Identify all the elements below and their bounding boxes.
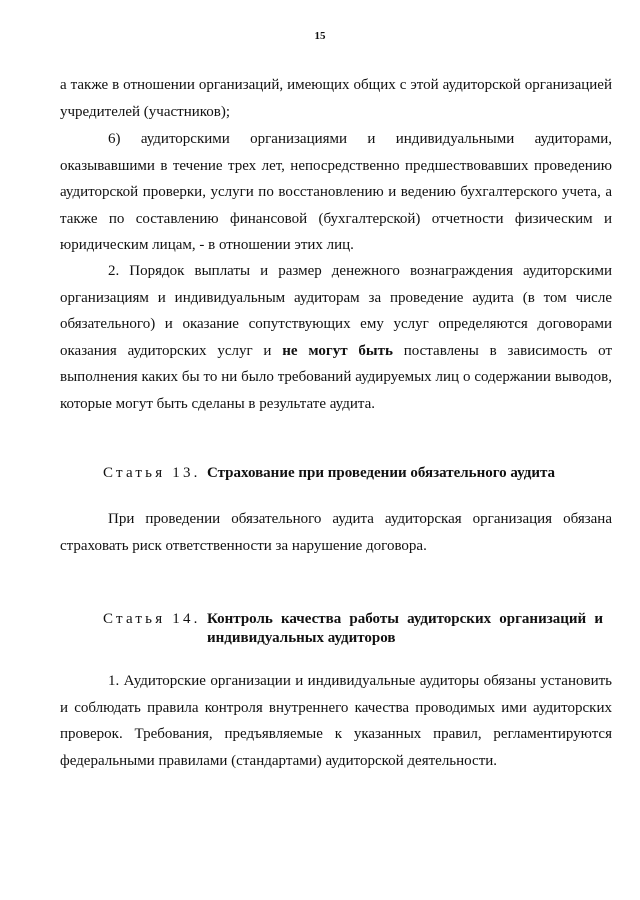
article-14-text — [60, 668, 612, 774]
article-number: Статья 14. — [103, 611, 201, 627]
paragraph-text: При проведении обязательного аудита аудиторская организация обязана страховать риск ответственности за нарушение договора. — [60, 511, 612, 554]
paragraph-continuation — [60, 72, 612, 125]
paragraph-text — [60, 258, 612, 417]
paragraph-text: 6) аудиторскими организациями и индивидуальными аудиторами, оказывавшими в течение трех лет, непосредственно предшествовавших проведению аудиторской проверки, услуги по восстановлению и ведению бухгалтерского учета, а также по составлению финансовой (бухгалтерской) отчетности физическим и юридическим лицам, - в отношении этих лиц. — [60, 131, 612, 253]
article-title: Страхование при проведении обязательного аудита — [207, 465, 556, 481]
emphasis-text: не могут быть — [282, 342, 393, 359]
paragraph-item-2 — [60, 258, 612, 417]
article-title: Контроль качества работы аудиторских организаций и индивидуальных аудиторов — [207, 611, 603, 646]
page-number: 15 — [314, 30, 326, 42]
article-13-text — [60, 506, 612, 559]
paragraph-item-6 — [60, 126, 612, 259]
article-14-heading — [103, 610, 603, 648]
paragraph-text: 1. Аудиторские организации и индивидуальные аудиторы обязаны установить и соблюдать правила контроля внутреннего качества проводимых ими аудиторских проверок. Требования, предъявляемые к указанных правил, регламентируются федеральными правилами (стандартами) аудиторской деятельности. — [60, 673, 612, 769]
paragraph-text-part: 2. Порядок выплаты и размер денежного вознаграждения аудиторскими организациям и индивидуальным аудиторам за проведение аудита (в том числе обязательного) и оказание сопутствующих ему услуг определяются договорами оказания аудиторских услуг и — [60, 263, 612, 359]
article-number: Статья 13. — [103, 465, 201, 481]
paragraph-text: а также в отношении организаций, имеющих общих с этой аудиторской организацией учредителей (участников); — [60, 77, 612, 120]
paragraph-text-part: поставлены в зависимость от выполнения каких бы то ни было требований аудируемых лиц о содержании выводов, которые могут быть сделаны в результате аудита. — [60, 342, 612, 412]
article-13-heading — [103, 464, 603, 483]
